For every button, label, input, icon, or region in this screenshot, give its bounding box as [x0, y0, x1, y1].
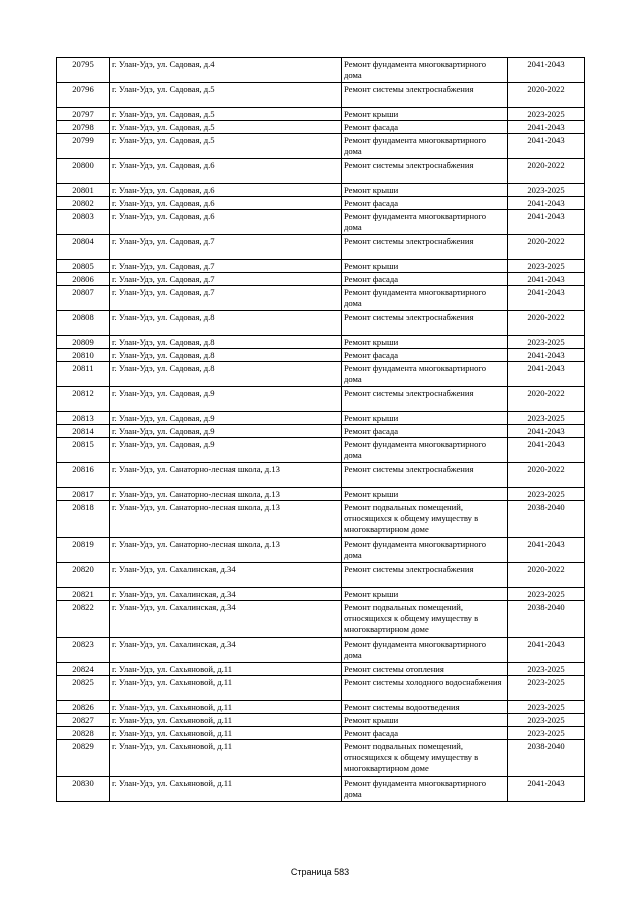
work-type-cell: Ремонт крыши	[342, 588, 508, 601]
period-cell: 2023-2025	[508, 260, 585, 273]
work-type-cell: Ремонт фундамента многоквартирного дома	[342, 638, 508, 663]
work-type-cell: Ремонт крыши	[342, 714, 508, 727]
work-type-cell: Ремонт системы электроснабжения	[342, 563, 508, 588]
address-cell: г. Улан-Удэ, ул. Санаторно-лесная школа, д.13	[110, 488, 342, 501]
work-type-cell: Ремонт фасада	[342, 727, 508, 740]
address-cell: г. Улан-Удэ, ул. Садовая, д.5	[110, 121, 342, 134]
work-type-cell: Ремонт фундамента многоквартирного дома	[342, 134, 508, 159]
work-type-cell: Ремонт фасада	[342, 121, 508, 134]
address-cell: г. Улан-Удэ, ул. Садовая, д.7	[110, 235, 342, 260]
row-number-cell: 20824	[57, 663, 110, 676]
row-number-cell: 20829	[57, 740, 110, 777]
address-cell: г. Улан-Удэ, ул. Сахьяновой, д.11	[110, 740, 342, 777]
work-type-cell: Ремонт системы холодного водоснабжения	[342, 676, 508, 701]
period-cell: 2023-2025	[508, 676, 585, 701]
address-cell: г. Улан-Удэ, ул. Садовая, д.6	[110, 197, 342, 210]
period-cell: 2041-2043	[508, 425, 585, 438]
work-type-cell: Ремонт фундамента многоквартирного дома	[342, 210, 508, 235]
table-row	[57, 777, 585, 802]
period-cell: 2041-2043	[508, 349, 585, 362]
work-type-cell: Ремонт крыши	[342, 336, 508, 349]
row-number-cell: 20803	[57, 210, 110, 235]
period-cell: 2038-2040	[508, 601, 585, 638]
period-cell: 2041-2043	[508, 197, 585, 210]
address-cell: г. Улан-Удэ, ул. Садовая, д.8	[110, 311, 342, 336]
period-cell: 2023-2025	[508, 412, 585, 425]
address-cell: г. Улан-Удэ, ул. Садовая, д.5	[110, 108, 342, 121]
table-row	[57, 197, 585, 210]
period-cell: 2041-2043	[508, 210, 585, 235]
table-row	[57, 714, 585, 727]
work-type-cell: Ремонт фундамента многоквартирного дома	[342, 777, 508, 802]
work-type-cell: Ремонт фасада	[342, 425, 508, 438]
row-number-cell: 20820	[57, 563, 110, 588]
row-number-cell: 20797	[57, 108, 110, 121]
row-number-cell: 20825	[57, 676, 110, 701]
address-cell: г. Улан-Удэ, ул. Сахьяновой, д.11	[110, 663, 342, 676]
row-number-cell: 20813	[57, 412, 110, 425]
work-type-cell: Ремонт фасада	[342, 197, 508, 210]
period-cell: 2020-2022	[508, 463, 585, 488]
table-row	[57, 235, 585, 260]
work-type-cell: Ремонт фундамента многоквартирного дома	[342, 58, 508, 83]
work-type-cell: Ремонт системы электроснабжения	[342, 83, 508, 108]
address-cell: г. Улан-Удэ, ул. Сахьяновой, д.11	[110, 701, 342, 714]
row-number-cell: 20815	[57, 438, 110, 463]
address-cell: г. Улан-Удэ, ул. Садовая, д.9	[110, 387, 342, 412]
address-cell: г. Улан-Удэ, ул. Садовая, д.9	[110, 425, 342, 438]
table-row	[57, 425, 585, 438]
row-number-cell: 20828	[57, 727, 110, 740]
address-cell: г. Улан-Удэ, ул. Садовая, д.6	[110, 159, 342, 184]
address-cell: г. Улан-Удэ, ул. Садовая, д.5	[110, 83, 342, 108]
row-number-cell: 20802	[57, 197, 110, 210]
period-cell: 2023-2025	[508, 714, 585, 727]
work-type-cell: Ремонт крыши	[342, 412, 508, 425]
work-type-cell: Ремонт фундамента многоквартирного дома	[342, 438, 508, 463]
period-cell: 2041-2043	[508, 638, 585, 663]
table-row	[57, 387, 585, 412]
table-row	[57, 108, 585, 121]
work-type-cell: Ремонт фасада	[342, 349, 508, 362]
address-cell: г. Улан-Удэ, ул. Санаторно-лесная школа, д.13	[110, 501, 342, 538]
row-number-cell: 20801	[57, 184, 110, 197]
table-row	[57, 336, 585, 349]
table-row	[57, 311, 585, 336]
table-row	[57, 638, 585, 663]
work-type-cell: Ремонт крыши	[342, 260, 508, 273]
row-number-cell: 20800	[57, 159, 110, 184]
work-type-cell: Ремонт подвальных помещений, относящихся к общему имуществу в многоквартирном доме	[342, 740, 508, 777]
work-type-cell: Ремонт подвальных помещений, относящихся к общему имуществу в многоквартирном доме	[342, 601, 508, 638]
address-cell: г. Улан-Удэ, ул. Санаторно-лесная школа, д.13	[110, 538, 342, 563]
period-cell: 2023-2025	[508, 336, 585, 349]
period-cell: 2023-2025	[508, 108, 585, 121]
page-number: Страница 583	[290, 867, 350, 877]
table-row	[57, 349, 585, 362]
address-cell: г. Улан-Удэ, ул. Садовая, д.4	[110, 58, 342, 83]
work-type-cell: Ремонт системы электроснабжения	[342, 311, 508, 336]
address-cell: г. Улан-Удэ, ул. Сахьяновой, д.11	[110, 727, 342, 740]
table-row	[57, 701, 585, 714]
row-number-cell: 20830	[57, 777, 110, 802]
address-cell: г. Улан-Удэ, ул. Сахалинская, д.34	[110, 563, 342, 588]
table-row	[57, 159, 585, 184]
address-cell: г. Улан-Удэ, ул. Садовая, д.8	[110, 349, 342, 362]
table-row	[57, 740, 585, 777]
address-cell: г. Улан-Удэ, ул. Садовая, д.6	[110, 210, 342, 235]
period-cell: 2020-2022	[508, 235, 585, 260]
period-cell: 2041-2043	[508, 121, 585, 134]
table-row	[57, 588, 585, 601]
work-type-cell: Ремонт системы электроснабжения	[342, 235, 508, 260]
address-cell: г. Улан-Удэ, ул. Садовая, д.9	[110, 438, 342, 463]
period-cell: 2041-2043	[508, 273, 585, 286]
table-row	[57, 273, 585, 286]
table-row	[57, 501, 585, 538]
period-cell: 2041-2043	[508, 286, 585, 311]
work-type-cell: Ремонт крыши	[342, 108, 508, 121]
work-type-cell: Ремонт фундамента многоквартирного дома	[342, 538, 508, 563]
work-type-cell: Ремонт крыши	[342, 184, 508, 197]
row-number-cell: 20817	[57, 488, 110, 501]
table-row	[57, 538, 585, 563]
address-cell: г. Улан-Удэ, ул. Сахьяновой, д.11	[110, 714, 342, 727]
row-number-cell: 20805	[57, 260, 110, 273]
period-cell: 2038-2040	[508, 501, 585, 538]
address-cell: г. Улан-Удэ, ул. Сахалинская, д.34	[110, 588, 342, 601]
table-row	[57, 121, 585, 134]
row-number-cell: 20807	[57, 286, 110, 311]
address-cell: г. Улан-Удэ, ул. Садовая, д.8	[110, 336, 342, 349]
period-cell: 2020-2022	[508, 83, 585, 108]
row-number-cell: 20804	[57, 235, 110, 260]
row-number-cell: 20806	[57, 273, 110, 286]
row-number-cell: 20816	[57, 463, 110, 488]
table-row	[57, 134, 585, 159]
table-row	[57, 488, 585, 501]
row-number-cell: 20827	[57, 714, 110, 727]
row-number-cell: 20810	[57, 349, 110, 362]
row-number-cell: 20823	[57, 638, 110, 663]
period-cell: 2023-2025	[508, 663, 585, 676]
period-cell: 2041-2043	[508, 438, 585, 463]
row-number-cell: 20812	[57, 387, 110, 412]
table-row	[57, 362, 585, 387]
period-cell: 2023-2025	[508, 727, 585, 740]
row-number-cell: 20809	[57, 336, 110, 349]
address-cell: г. Улан-Удэ, ул. Садовая, д.7	[110, 286, 342, 311]
work-type-cell: Ремонт фундамента многоквартирного дома	[342, 362, 508, 387]
table-row	[57, 601, 585, 638]
period-cell: 2020-2022	[508, 311, 585, 336]
address-cell: г. Улан-Удэ, ул. Садовая, д.9	[110, 412, 342, 425]
period-cell: 2041-2043	[508, 134, 585, 159]
table-row	[57, 676, 585, 701]
table-row	[57, 727, 585, 740]
period-cell: 2041-2043	[508, 777, 585, 802]
row-number-cell: 20798	[57, 121, 110, 134]
row-number-cell: 20819	[57, 538, 110, 563]
address-cell: г. Улан-Удэ, ул. Садовая, д.5	[110, 134, 342, 159]
work-type-cell: Ремонт системы отопления	[342, 663, 508, 676]
work-type-cell: Ремонт системы электроснабжения	[342, 463, 508, 488]
address-cell: г. Улан-Удэ, ул. Садовая, д.8	[110, 362, 342, 387]
table-row	[57, 663, 585, 676]
row-number-cell: 20811	[57, 362, 110, 387]
work-type-cell: Ремонт фундамента многоквартирного дома	[342, 286, 508, 311]
row-number-cell: 20818	[57, 501, 110, 538]
table-row	[57, 412, 585, 425]
period-cell: 2023-2025	[508, 488, 585, 501]
period-cell: 2041-2043	[508, 58, 585, 83]
address-cell: г. Улан-Удэ, ул. Садовая, д.7	[110, 260, 342, 273]
table-row	[57, 83, 585, 108]
address-cell: г. Улан-Удэ, ул. Садовая, д.6	[110, 184, 342, 197]
table-row	[57, 184, 585, 197]
period-cell: 2020-2022	[508, 159, 585, 184]
table-row	[57, 286, 585, 311]
table-row	[57, 438, 585, 463]
table-row	[57, 463, 585, 488]
row-number-cell: 20796	[57, 83, 110, 108]
row-number-cell: 20799	[57, 134, 110, 159]
table-row	[57, 260, 585, 273]
address-cell: г. Улан-Удэ, ул. Сахалинская, д.34	[110, 638, 342, 663]
period-cell: 2023-2025	[508, 184, 585, 197]
row-number-cell: 20822	[57, 601, 110, 638]
row-number-cell: 20808	[57, 311, 110, 336]
work-type-cell: Ремонт подвальных помещений, относящихся к общему имуществу в многоквартирном доме	[342, 501, 508, 538]
period-cell: 2041-2043	[508, 538, 585, 563]
works-table-body	[57, 58, 585, 802]
period-cell: 2038-2040	[508, 740, 585, 777]
row-number-cell: 20814	[57, 425, 110, 438]
work-type-cell: Ремонт системы электроснабжения	[342, 387, 508, 412]
period-cell: 2041-2043	[508, 362, 585, 387]
row-number-cell: 20821	[57, 588, 110, 601]
table-row	[57, 210, 585, 235]
work-type-cell: Ремонт фасада	[342, 273, 508, 286]
period-cell: 2020-2022	[508, 563, 585, 588]
table-row	[57, 563, 585, 588]
works-table	[56, 57, 585, 802]
work-type-cell: Ремонт системы электроснабжения	[342, 159, 508, 184]
period-cell: 2023-2025	[508, 588, 585, 601]
address-cell: г. Улан-Удэ, ул. Сахьяновой, д.11	[110, 676, 342, 701]
work-type-cell: Ремонт системы водоотведения	[342, 701, 508, 714]
table-row	[57, 58, 585, 83]
address-cell: г. Улан-Удэ, ул. Сахьяновой, д.11	[110, 777, 342, 802]
row-number-cell: 20826	[57, 701, 110, 714]
row-number-cell: 20795	[57, 58, 110, 83]
work-type-cell: Ремонт крыши	[342, 488, 508, 501]
period-cell: 2020-2022	[508, 387, 585, 412]
address-cell: г. Улан-Удэ, ул. Санаторно-лесная школа, д.13	[110, 463, 342, 488]
address-cell: г. Улан-Удэ, ул. Сахалинская, д.34	[110, 601, 342, 638]
period-cell: 2023-2025	[508, 701, 585, 714]
address-cell: г. Улан-Удэ, ул. Садовая, д.7	[110, 273, 342, 286]
